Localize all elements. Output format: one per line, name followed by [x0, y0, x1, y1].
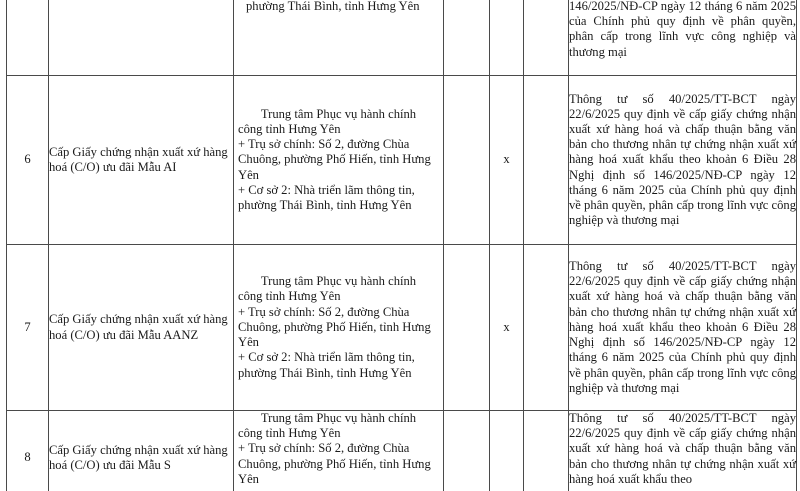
place-line: công tỉnh Hưng Yên	[238, 121, 341, 136]
place-line: công tỉnh Hưng Yên	[238, 426, 341, 441]
level-check-mark: x	[490, 245, 524, 411]
place-line: + Trụ sở chính: Số 2, đường Chùa Chuông, phường Phố Hiến, tỉnh Hưng Yên	[238, 441, 431, 486]
procedure-name: Cấp Giấy chứng nhận xuất xứ hàng hoá (C/O) ưu đãi Mẫu S	[49, 411, 234, 491]
legal-basis: Thông tư số 40/2025/TT-BCT ngày 22/6/2025 quy định về cấp giấy chứng nhận xuất xứ hàng hoá và chấp thuận bằng văn bản cho thương nhân tự chứng nhận xuất xứ hàng hoá xuất khẩu theo khoản 6 Điều 28 Nghị định số 146/2025/NĐ-CP ngày 12 tháng 6 năm 2025 của Chính phủ quy định về phân quyền, phân cấp trong lĩnh vực công nghiệp và thương mại	[569, 245, 797, 411]
row-number: 6	[7, 76, 49, 245]
place-line: Trung tâm Phục vụ hành chính	[260, 411, 417, 425]
procedure-name: Cấp Giấy chứng nhận xuất xứ hàng hoá (C/O) ưu đãi Mẫu AANZ	[49, 245, 234, 411]
procedures-table	[6, 0, 797, 491]
table-row	[7, 245, 797, 411]
level-check-mark: x	[490, 76, 524, 245]
implementation-place	[234, 245, 444, 411]
level-cell	[444, 411, 490, 491]
level-cell	[490, 0, 524, 76]
level-cell	[490, 411, 524, 491]
legal-basis: Thông tư số 40/2025/TT-BCT ngày 22/6/2025 quy định về cấp giấy chứng nhận xuất xứ hàng hoá và chấp thuận bằng văn bản cho thương nhân tự chứng nhận xuất xứ hàng hoá xuất khẩu theo	[569, 411, 797, 491]
procedure-name	[49, 0, 234, 76]
table-row	[7, 0, 797, 76]
level-cell	[444, 76, 490, 245]
place-line: công tỉnh Hưng Yên	[238, 289, 341, 304]
row-number: 7	[7, 245, 49, 411]
place-line: + Trụ sở chính: Số 2, đường Chùa Chuông, phường Phố Hiến, tỉnh Hưng Yên	[238, 137, 431, 182]
place-line: Trung tâm Phục vụ hành chính	[260, 274, 417, 289]
level-cell	[444, 0, 490, 76]
place-line: + Cơ sở 2: Nhà triển lãm thông tin, phường Thái Bình, tỉnh Hưng Yên	[238, 350, 415, 380]
level-cell	[524, 411, 569, 491]
place-line: Trung tâm Phục vụ hành chính	[260, 106, 417, 121]
level-cell	[524, 245, 569, 411]
level-cell	[524, 0, 569, 76]
implementation-place	[234, 411, 444, 491]
level-cell	[444, 245, 490, 411]
level-cell	[524, 76, 569, 245]
implementation-place	[234, 76, 444, 245]
row-number: 8	[7, 411, 49, 491]
row-number	[7, 0, 49, 76]
place-line: phường Thái Bình, tỉnh Hưng Yên	[246, 0, 420, 13]
procedure-name: Cấp Giấy chứng nhận xuất xứ hàng hoá (C/O) ưu đãi Mẫu AI	[49, 76, 234, 245]
table-row	[7, 76, 797, 245]
place-line: + Cơ sở 2: Nhà triển lãm thông tin, phường Thái Bình, tỉnh Hưng Yên	[238, 182, 415, 212]
implementation-place	[234, 0, 444, 76]
legal-basis: 146/2025/NĐ-CP ngày 12 tháng 6 năm 2025 của Chính phủ quy định về phân quyền, phân cấp trong lĩnh vực công nghiệp và thương mại	[569, 0, 797, 76]
table-row	[7, 411, 797, 491]
place-line: + Trụ sở chính: Số 2, đường Chùa Chuông, phường Phố Hiến, tỉnh Hưng Yên	[238, 304, 431, 350]
legal-basis: Thông tư số 40/2025/TT-BCT ngày 22/6/2025 quy định về cấp giấy chứng nhận xuất xứ hàng hoá và chấp thuận bằng văn bản cho thương nhân tự chứng nhận xuất xứ hàng hoá xuất khẩu theo khoản 6 Điều 28 Nghị định số 146/2025/NĐ-CP ngày 12 tháng 6 năm 2025 của Chính phủ quy định về phân quyền, phân cấp trong lĩnh vực công nghiệp và thương mại	[569, 76, 797, 245]
